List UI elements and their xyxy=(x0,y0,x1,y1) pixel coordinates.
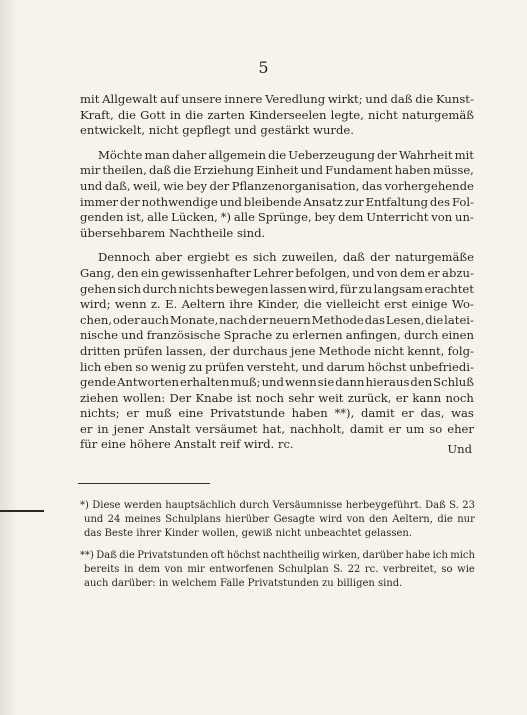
text-line xyxy=(80,123,474,139)
word: naturgemäße xyxy=(395,250,474,265)
word: muß xyxy=(145,406,172,421)
word: für xyxy=(339,281,358,296)
text-line xyxy=(80,360,474,376)
word: **) xyxy=(80,550,94,561)
word: einen xyxy=(441,328,474,343)
word: Antworten xyxy=(117,375,179,390)
word: der xyxy=(209,343,230,358)
word: die xyxy=(185,107,204,122)
word: rc. xyxy=(364,564,379,575)
word: Schulplans xyxy=(165,514,221,525)
word: S. xyxy=(333,564,343,575)
word: Aeltern, xyxy=(392,514,433,525)
word: unbefriedi- xyxy=(409,359,474,374)
word: habe xyxy=(405,550,431,561)
word: Pflanzenorganisation, xyxy=(231,178,360,193)
word: versäumet xyxy=(195,421,258,436)
word: bewegen xyxy=(215,281,269,296)
word: er xyxy=(126,406,139,421)
word: und xyxy=(300,163,323,178)
word: Schluß xyxy=(433,375,474,390)
word: prüfen xyxy=(205,359,245,374)
word: unsere xyxy=(181,92,222,106)
word: Methode xyxy=(318,343,371,358)
paragraph-gap xyxy=(80,241,474,250)
word: bereits xyxy=(84,564,120,575)
text-line xyxy=(80,282,474,298)
word: sich xyxy=(117,281,142,296)
word: des xyxy=(429,194,451,209)
word: jener xyxy=(113,421,144,436)
catchword: Und xyxy=(447,442,472,456)
word: noch xyxy=(255,390,284,405)
word: kann xyxy=(412,390,442,405)
word: Sprünge, xyxy=(257,210,312,225)
word: dem xyxy=(138,564,161,575)
word: S. xyxy=(449,500,459,511)
word: damit xyxy=(349,421,384,436)
word: Lücken, xyxy=(171,210,218,225)
word: nische xyxy=(80,328,118,343)
word: Gang, xyxy=(80,265,115,280)
word: erhalten xyxy=(179,375,230,390)
text-line xyxy=(80,344,474,360)
word: Der xyxy=(169,390,192,405)
word: naturgemäß xyxy=(402,107,474,122)
word: wie xyxy=(163,178,184,193)
word: ergiebt xyxy=(187,250,230,265)
word: haben xyxy=(394,163,431,178)
word: langsam xyxy=(373,281,424,296)
word: prüfen xyxy=(123,343,163,358)
word: Aeltern xyxy=(181,297,226,312)
word: muß; xyxy=(230,375,261,390)
word: folg- xyxy=(447,343,474,358)
word: übersehbarem Nachtheile sind. xyxy=(80,225,266,240)
word: zurück, xyxy=(347,390,392,405)
word: Anstalt xyxy=(148,421,191,436)
page-number: 5 xyxy=(258,58,269,77)
word: einige xyxy=(411,297,448,312)
word: Schulplan xyxy=(278,564,329,575)
word: nothwendige xyxy=(141,194,218,209)
word: und xyxy=(121,328,144,343)
word: durch xyxy=(404,328,439,343)
paragraph xyxy=(80,250,474,453)
word: erachtet xyxy=(424,281,474,296)
word: und xyxy=(219,194,242,209)
word: ihre xyxy=(229,297,253,312)
word: Lehrer xyxy=(253,265,294,280)
word: der xyxy=(209,178,230,193)
word: zu xyxy=(188,359,203,374)
text-line xyxy=(80,313,474,329)
word: ist, xyxy=(126,210,145,225)
word: Wahrheit xyxy=(398,147,453,162)
text-line xyxy=(80,437,474,453)
word: die xyxy=(303,297,322,312)
word: und xyxy=(84,514,104,525)
word: was xyxy=(451,406,474,421)
word: der xyxy=(119,194,140,209)
word: und xyxy=(301,359,324,374)
word: *) xyxy=(80,500,89,511)
word: nichts; xyxy=(80,406,120,421)
word: in xyxy=(169,107,182,122)
word: neuern xyxy=(269,312,311,327)
word: **), xyxy=(334,406,355,421)
text-line xyxy=(80,210,474,226)
word: entworfenen xyxy=(209,564,274,575)
word: dem xyxy=(338,210,364,225)
paragraph xyxy=(80,148,474,242)
word: wenn xyxy=(284,375,317,390)
word: den xyxy=(410,375,433,390)
word: vorhergehende xyxy=(384,178,474,193)
word: mir xyxy=(80,163,101,178)
word: entwickelt, nicht gepflegt und gestärkt wurde. xyxy=(80,123,354,138)
word: oder xyxy=(112,312,140,327)
word: legte, xyxy=(330,107,364,122)
word: Kunst- xyxy=(436,92,474,106)
word: Fol- xyxy=(451,194,474,209)
ink-mark xyxy=(0,510,44,512)
word: er xyxy=(401,406,414,421)
paragraph-gap xyxy=(80,139,474,148)
word: wie xyxy=(457,564,475,575)
word: Versäumnisse xyxy=(272,500,343,511)
word: nachtheilig xyxy=(262,550,320,561)
word: aber xyxy=(155,250,182,265)
word: hierüber xyxy=(225,514,270,525)
word: daß xyxy=(390,92,413,106)
text-line xyxy=(80,266,474,282)
word: erst xyxy=(384,297,408,312)
text-line xyxy=(80,108,474,124)
word: bey xyxy=(314,210,336,225)
word: durch xyxy=(239,500,270,511)
word: den xyxy=(369,514,388,525)
word: wird, xyxy=(308,281,339,296)
word: Daß xyxy=(96,550,117,561)
word: ich xyxy=(432,550,448,561)
text-line xyxy=(80,297,474,313)
word: von xyxy=(346,514,365,525)
word: den xyxy=(116,265,139,280)
word: nicht xyxy=(374,343,404,358)
text-line xyxy=(80,527,475,541)
word: Dennoch xyxy=(98,250,151,265)
word: bleibende xyxy=(243,194,302,209)
word: allgemein xyxy=(208,147,266,162)
word: ziehen xyxy=(80,390,119,405)
word: Unterricht xyxy=(366,210,429,225)
footnote xyxy=(80,499,475,541)
word: vielleicht xyxy=(326,297,380,312)
text-line xyxy=(80,499,475,513)
footnote-gap xyxy=(80,541,475,549)
word: Wo- xyxy=(451,297,474,312)
word: Privatstunden xyxy=(137,550,209,561)
word: Knabe xyxy=(195,390,233,405)
word: dem xyxy=(399,265,426,280)
word: Kinder, xyxy=(257,297,300,312)
word: höchst xyxy=(226,550,261,561)
word: 22 xyxy=(347,564,361,575)
word: wenig xyxy=(150,359,187,374)
word: so xyxy=(135,359,149,374)
word: meines xyxy=(124,514,161,525)
text-line xyxy=(80,422,474,438)
word: müsse, xyxy=(432,163,474,178)
word: das, xyxy=(420,406,445,421)
word: dritten xyxy=(80,343,121,358)
word: zur xyxy=(344,194,364,209)
word: weit xyxy=(318,390,344,405)
text-line xyxy=(80,563,475,577)
text-line xyxy=(80,163,474,179)
word: Veredlung xyxy=(265,92,326,106)
word: erlernen xyxy=(292,328,343,343)
word: Einheit xyxy=(256,163,299,178)
body-text xyxy=(80,92,474,453)
word: von xyxy=(164,564,183,575)
word: befolgen, xyxy=(295,265,351,280)
word: nach xyxy=(219,312,248,327)
word: jene xyxy=(290,343,316,358)
word: und xyxy=(80,178,103,193)
word: mich xyxy=(450,550,475,561)
word: wirken, xyxy=(322,550,361,561)
word: die xyxy=(425,312,444,327)
word: und xyxy=(261,375,284,390)
word: Kinderseelen xyxy=(249,107,327,122)
text-line xyxy=(80,179,474,195)
footnotes xyxy=(80,499,475,591)
word: hat, xyxy=(262,421,286,436)
word: darum xyxy=(326,359,365,374)
word: alle xyxy=(147,210,169,225)
word: Gesagte xyxy=(273,514,315,525)
word: hieraus xyxy=(365,375,410,390)
word: kennt, xyxy=(407,343,445,358)
word: eben xyxy=(104,359,133,374)
word: Fundament xyxy=(325,163,393,178)
word: sehr xyxy=(288,390,315,405)
word: er xyxy=(80,421,93,436)
word: wollen: xyxy=(122,390,166,405)
word: damit xyxy=(360,406,395,421)
word: daher xyxy=(171,147,207,162)
word: werden xyxy=(123,500,162,511)
text-line xyxy=(80,92,474,108)
word: eine xyxy=(178,406,204,421)
word: Methode xyxy=(311,312,364,327)
word: durch xyxy=(142,281,177,296)
word: die xyxy=(173,163,192,178)
word: die xyxy=(415,92,434,106)
word: in xyxy=(123,564,134,575)
footnote xyxy=(80,549,475,591)
text-line xyxy=(80,513,475,527)
word: mir xyxy=(187,564,205,575)
word: er xyxy=(395,390,409,405)
word: gehen xyxy=(80,281,117,296)
word: das Beste ihrer Kinder wollen, gewiß nicht unbeachtet gelassen. xyxy=(84,528,412,539)
word: ist xyxy=(237,390,252,405)
word: eher xyxy=(447,421,474,436)
paragraph xyxy=(80,92,474,139)
word: sie xyxy=(317,375,335,390)
word: nur xyxy=(457,514,475,525)
word: Möchte xyxy=(98,147,143,162)
word: bey xyxy=(186,178,208,193)
word: z. xyxy=(150,297,161,312)
word: 24 xyxy=(107,514,121,525)
word: Ueberzeugung xyxy=(288,147,375,162)
word: innere xyxy=(224,92,263,106)
word: nachholt, xyxy=(290,421,345,436)
word: zuweilen, xyxy=(281,250,338,265)
word: chen, xyxy=(80,312,112,327)
word: er xyxy=(388,421,401,436)
word: *) xyxy=(220,210,231,225)
word: zu xyxy=(358,281,373,296)
word: dann xyxy=(335,375,365,390)
word: un- xyxy=(455,210,474,225)
word: mit xyxy=(454,147,474,162)
word: Monate, xyxy=(169,312,219,327)
word: der xyxy=(248,312,269,327)
word: immer xyxy=(80,194,119,209)
word: genden xyxy=(80,210,124,225)
footnote-rule xyxy=(78,483,210,484)
word: die xyxy=(119,550,135,561)
text-line xyxy=(80,549,475,563)
word: nichts xyxy=(178,281,215,296)
word: daß, xyxy=(104,178,131,193)
word: weil, xyxy=(132,178,161,193)
word: lich xyxy=(80,359,102,374)
word: oft xyxy=(210,550,225,561)
word: gende xyxy=(80,375,117,390)
word: wirkt; xyxy=(327,92,363,106)
word: zu xyxy=(275,328,290,343)
word: Ansatz xyxy=(303,194,343,209)
word: lassen, xyxy=(165,343,207,358)
word: Kraft, xyxy=(80,107,114,122)
word: auch xyxy=(140,312,169,327)
word: französische xyxy=(146,328,221,343)
word: wird; xyxy=(80,297,111,312)
word: daß xyxy=(342,250,365,265)
word: der xyxy=(377,147,397,162)
word: E. xyxy=(165,297,178,312)
word: haben xyxy=(291,406,328,421)
text-line xyxy=(80,195,474,211)
word: wird xyxy=(319,514,343,525)
text-line xyxy=(80,406,474,422)
word: theilen, xyxy=(102,163,147,178)
text-line xyxy=(80,577,475,591)
binding-shadow xyxy=(0,0,18,715)
word: darüber xyxy=(362,550,404,561)
word: die xyxy=(437,514,453,525)
word: die xyxy=(268,147,287,162)
word: Allgewalt xyxy=(102,92,158,106)
word: für eine höhere Anstalt reif wird. rc. xyxy=(80,437,294,452)
word: der xyxy=(370,250,390,265)
word: Gott xyxy=(140,107,166,122)
word: 23 xyxy=(462,500,475,511)
word: das xyxy=(361,178,383,193)
word: höchst xyxy=(367,359,407,374)
word: von xyxy=(376,265,398,280)
word: abzu- xyxy=(442,265,474,280)
word: versteht, xyxy=(246,359,299,374)
word: in xyxy=(97,421,109,436)
word: ein xyxy=(140,265,159,280)
word: latei- xyxy=(444,312,474,327)
word: sich xyxy=(252,250,277,265)
word: so xyxy=(441,564,453,575)
word: und xyxy=(365,92,388,106)
word: nicht xyxy=(368,107,398,122)
word: verbreitet, xyxy=(383,564,437,575)
word: Daß xyxy=(425,500,446,511)
word: er xyxy=(427,265,440,280)
word: zarten xyxy=(207,107,245,122)
word: man xyxy=(144,147,170,162)
word: auch darüber: in welchem Falle Privatstunden zu billigen sind. xyxy=(84,578,403,589)
word: noch xyxy=(445,390,474,405)
word: auf xyxy=(160,92,179,106)
word: hauptsächlich xyxy=(165,500,237,511)
word: Privatstunde xyxy=(209,406,285,421)
word: gewissenhafter xyxy=(161,265,251,280)
word: es xyxy=(234,250,248,265)
word: Sprache xyxy=(223,328,273,343)
text-line xyxy=(80,328,474,344)
word: Entfaltung xyxy=(365,194,429,209)
text-line xyxy=(80,375,474,391)
word: das xyxy=(364,312,385,327)
text-line xyxy=(80,226,474,242)
word: von xyxy=(431,210,453,225)
word: um xyxy=(405,421,425,436)
word: die xyxy=(117,107,136,122)
word: und xyxy=(352,265,375,280)
word: anfingen, xyxy=(345,328,401,343)
text-line xyxy=(80,148,474,164)
text-line xyxy=(80,250,474,266)
word: daß xyxy=(149,163,172,178)
word: lassen xyxy=(269,281,307,296)
text-line xyxy=(80,391,474,407)
word: Erziehung xyxy=(193,163,254,178)
word: mit xyxy=(80,92,100,106)
word: so xyxy=(429,421,443,436)
word: alle xyxy=(233,210,256,225)
word: herbeygeführt. xyxy=(345,500,422,511)
word: Diese xyxy=(92,500,121,511)
word: durchaus xyxy=(232,343,288,358)
word: wenn xyxy=(114,297,147,312)
word: Lesen, xyxy=(385,312,425,327)
